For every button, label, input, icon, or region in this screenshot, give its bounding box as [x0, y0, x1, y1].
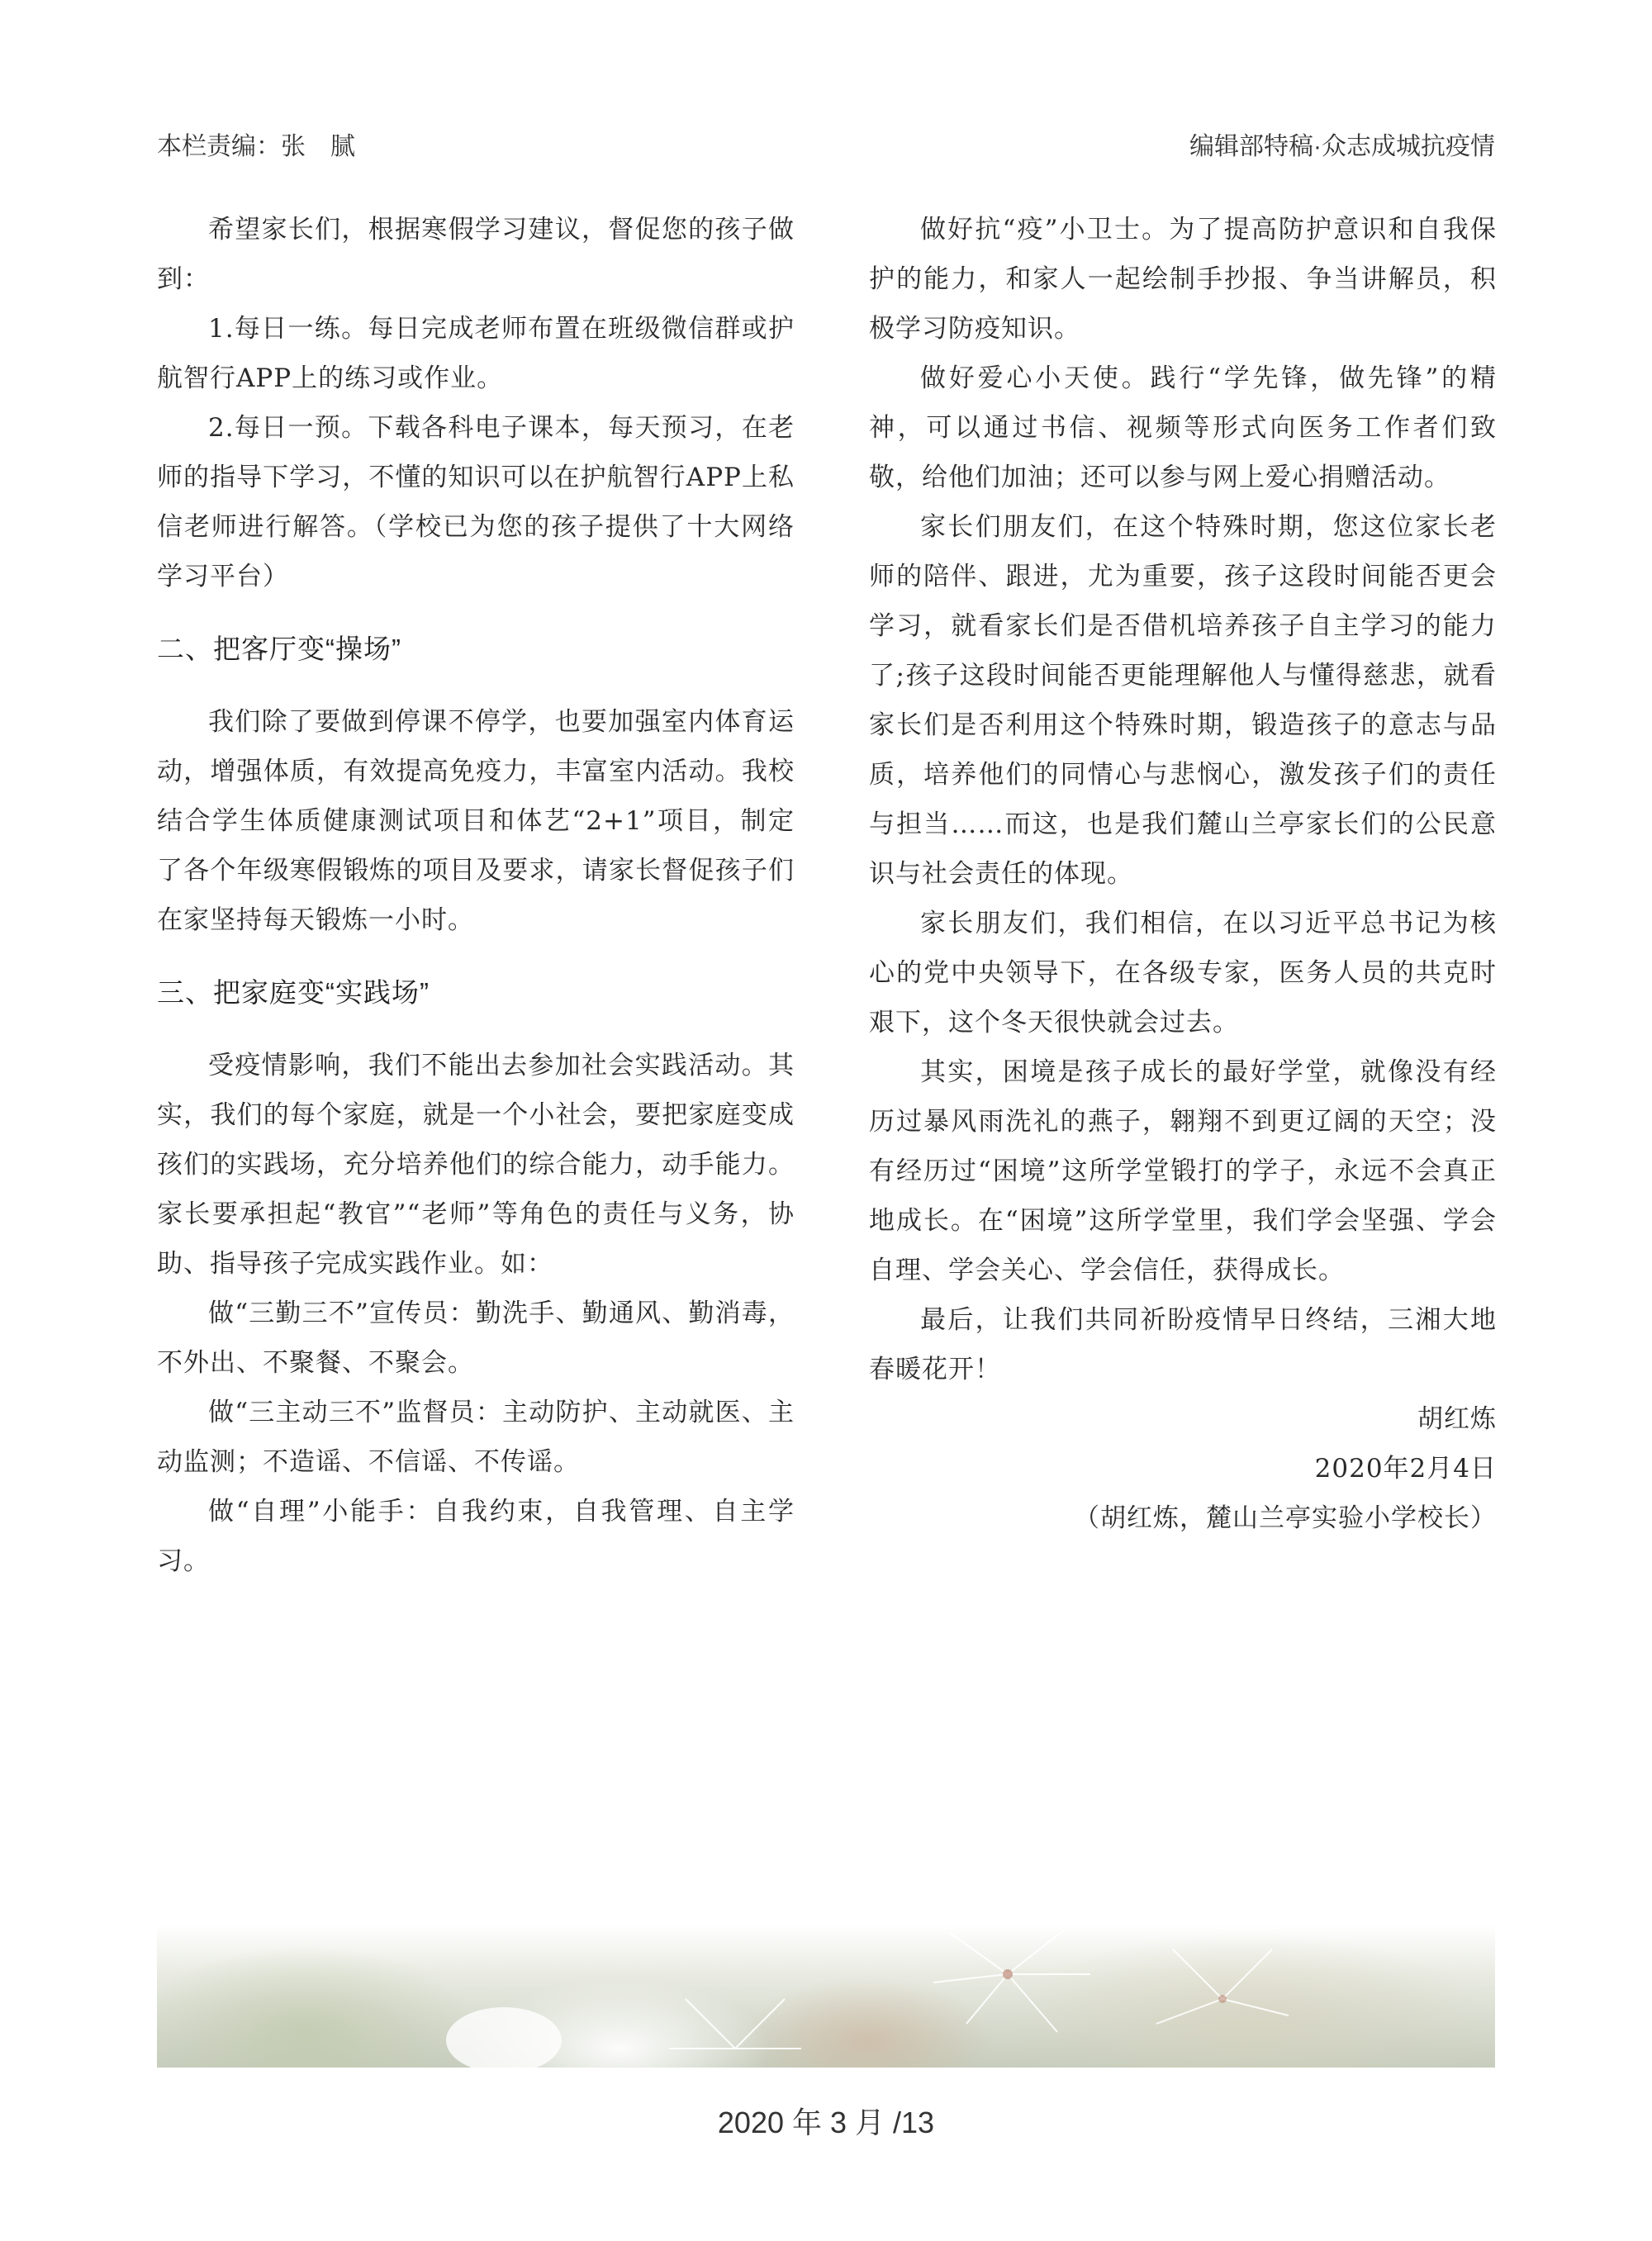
- page-number: 2020 年 3 月 /13: [717, 2106, 935, 2139]
- paragraph: 家长朋友们，我们相信，在以习近平总书记为核心的党中央领导下，在各级专家，医务人员的共克时艰下，这个冬天很快就会过去。: [869, 909, 1497, 1037]
- paragraph: 家长们朋友们，在这个特殊时期，您这位家长老师的陪伴、跟进，尤为重要，孩子这段时间能否更会学习，就看家长们是否借机培养孩子自主学习的能力了;孩子这段时间能否更能理解他人与懂得慈悲，就看家长们是否利用这个特殊时期，锻造孩子的意志与品质，培养他们的同情心与悲悯心，激发孩子们的责任与担当……而这，也是我们麓山兰亭家长们的公民意识与社会责任的体现。: [869, 512, 1497, 889]
- paragraph: 希望家长们，根据寒假学习建议，督促您的孩子做到：: [157, 215, 795, 294]
- signature-date: 2020年2月4日: [1314, 1454, 1497, 1484]
- paragraph: 做好爱心小天使。践行“学先锋，做先锋”的精神，可以通过书信、视频等形式向医务工作者们致敬，给他们加油；还可以参与网上爱心捐赠活动。: [869, 363, 1497, 492]
- page-header: [157, 126, 1495, 167]
- paragraph: 2.每日一预。下载各科电子课本，每天预习，在老师的指导下学习，不懂的知识可以在护航智行APP上私信老师进行解答。（学校已为您的孩子提供了十大网络学习平台）: [157, 413, 795, 591]
- paragraph: 最后，让我们共同祈盼疫情早日终结，三湘大地春暖花开！: [869, 1305, 1497, 1384]
- signature-title: （胡红炼，麓山兰亭实验小学校长）: [1074, 1503, 1497, 1533]
- paragraph: 做“自理”小能手：自我约束，自我管理、自主学习。: [157, 1497, 795, 1576]
- right-column: [869, 205, 1497, 1543]
- paragraph: 受疫情影响，我们不能出去参加社会实践活动。其实，我们的每个家庭，就是一个小社会，要把家庭变成孩们的实践场，充分培养他们的综合能力，动手能力。家长要承担起“教官”“老师”等角色的责任与义务，协助、指导孩子完成实践作业。如：: [157, 1051, 795, 1279]
- column-editor: 本栏责编：张 腻: [157, 133, 355, 160]
- paragraph: 我们除了要做到停课不停学，也要加强室内体育运动，增强体质，有效提高免疫力，丰富室内活动。我校结合学生体质健康测试项目和体艺“2+1”项目，制定了各个年级寒假锻炼的项目及要求，请家长督促孩子们在家坚持每天锻炼一小时。: [157, 707, 795, 935]
- paragraph: 1.每日一练。每日完成老师布置在班级微信群或护航智行APP上的练习或作业。: [157, 314, 795, 393]
- left-column: [157, 205, 795, 1586]
- section-heading: 二、把客厅变“操场”: [157, 634, 401, 664]
- decorative-dandelion-banner: [157, 1925, 1495, 2068]
- signature-name: 胡红炼: [1417, 1404, 1497, 1434]
- section-heading: 三、把家庭变“实践场”: [157, 977, 430, 1008]
- paragraph: 做“三勤三不”宣传员：勤洗手、勤通风、勤消毒，不外出、不聚餐、不聚会。: [157, 1299, 795, 1378]
- paragraph: 做“三主动三不”监督员：主动防护、主动就医、主动监测；不造谣、不信谣、不传谣。: [157, 1398, 795, 1477]
- paragraph: 做好抗“疫”小卫士。为了提高防护意识和自我保护的能力，和家人一起绘制手抄报、争当讲解员，积极学习防疫知识。: [869, 215, 1497, 344]
- paragraph: 其实，困境是孩子成长的最好学堂，就像没有经历过暴风雨洗礼的燕子，翱翔不到更辽阔的天空；没有经历过“困境”这所学堂锻打的学子，永远不会真正地成长。在“困境”这所学堂里，我们学会坚强、学会自理、学会关心、学会信任，获得成长。: [869, 1057, 1497, 1285]
- section-title: 编辑部特稿·众志成城抗疫情: [1189, 133, 1495, 160]
- dandelion-icon: [157, 1925, 1495, 2068]
